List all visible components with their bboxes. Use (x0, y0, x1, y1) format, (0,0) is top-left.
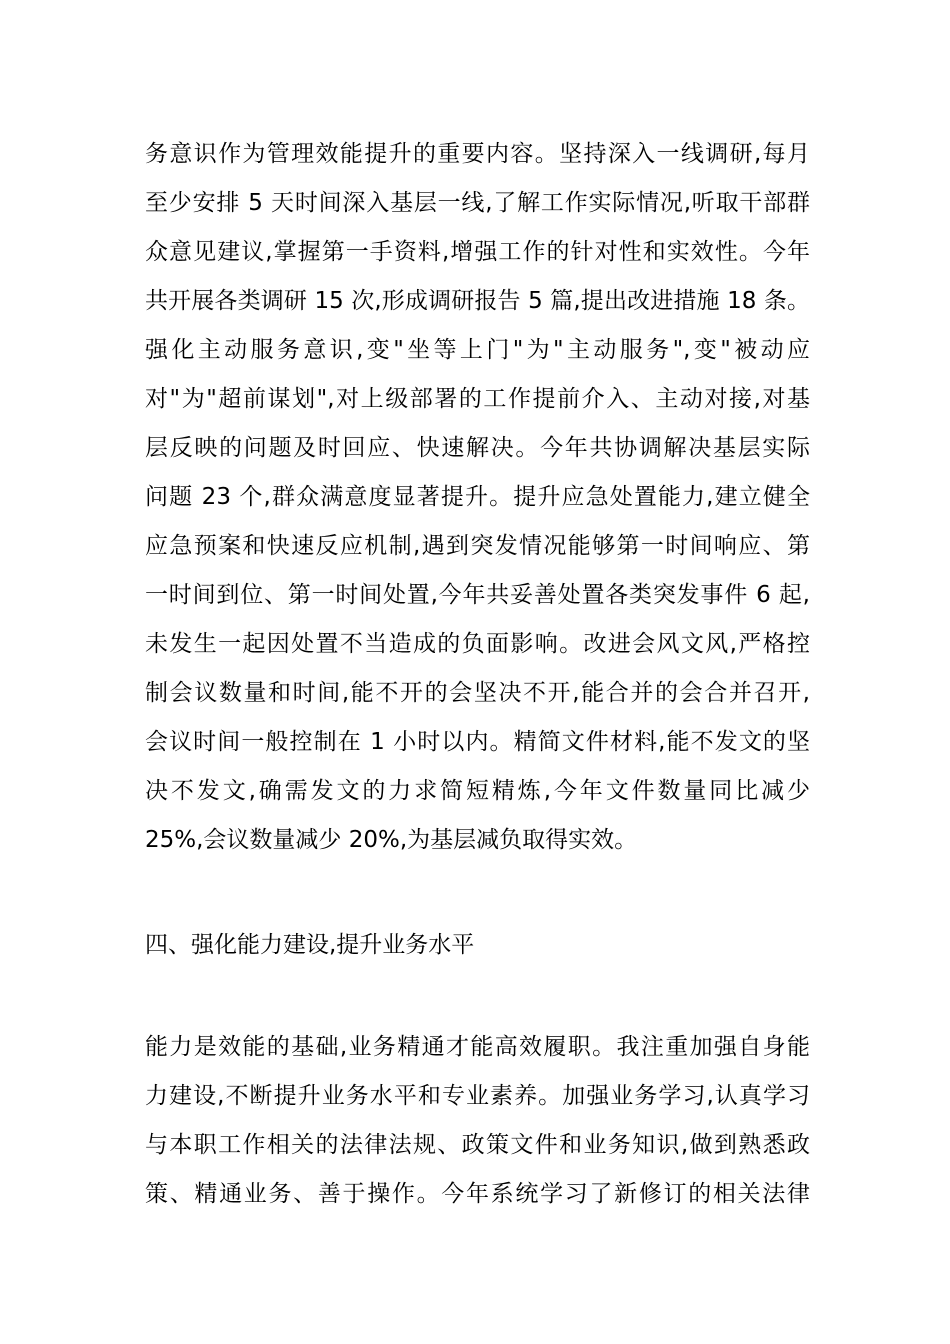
text-line: 至少安排 5 天时间深入基层一线,了解工作实际情况,听取干部群 (145, 190, 810, 216)
text-line: 制会议数量和时间,能不开的会坚决不开,能合并的会合并召开, (145, 680, 810, 706)
text-line: 与本职工作相关的法律法规、政策文件和业务知识,做到熟悉政 (145, 1132, 810, 1158)
text-line: 应急预案和快速反应机制,遇到突发情况能够第一时间响应、第 (145, 533, 810, 559)
section-heading (145, 921, 810, 970)
text-line: 决不发文,确需发文的力求简短精炼,今年文件数量同比减少 (145, 778, 810, 804)
text-line: 层反映的问题及时回应、快速解决。今年共协调解决基层实际 (145, 435, 810, 461)
text-line: 众意见建议,掌握第一手资料,增强工作的针对性和实效性。今年 (145, 239, 810, 265)
text-line: 能力是效能的基础,业务精通才能高效履职。我注重加强自身能 (145, 1034, 810, 1060)
text-line: 对"为"超前谋划",对上级部署的工作提前介入、主动对接,对基 (145, 386, 810, 412)
paragraph-service-awareness (145, 130, 810, 865)
text-line: 会议时间一般控制在 1 小时以内。精简文件材料,能不发文的坚 (145, 729, 810, 755)
text-line: 问题 23 个,群众满意度显著提升。提升应急处置能力,建立健全 (145, 484, 810, 510)
text-line: 未发生一起因处置不当造成的负面影响。改进会风文风,严格控 (145, 631, 810, 657)
text-line: 力建设,不断提升业务水平和专业素养。加强业务学习,认真学习 (145, 1083, 810, 1109)
text-line: 策、精通业务、善于操作。今年系统学习了新修订的相关法律 (145, 1181, 810, 1207)
text-line: 强化主动服务意识,变"坐等上门"为"主动服务",变"被动应 (145, 337, 810, 363)
text-line: 务意识作为管理效能提升的重要内容。坚持深入一线调研,每月 (145, 141, 810, 167)
paragraph-capability-building (145, 1023, 810, 1219)
section-heading-text: 四、强化能力建设,提升业务水平 (145, 932, 475, 958)
text-line: 共开展各类调研 15 次,形成调研报告 5 篇,提出改进措施 18 条。 (145, 288, 810, 314)
text-line: 25%,会议数量减少 20%,为基层减负取得实效。 (145, 827, 638, 853)
text-line: 一时间到位、第一时间处置,今年共妥善处置各类突发事件 6 起, (145, 582, 810, 608)
